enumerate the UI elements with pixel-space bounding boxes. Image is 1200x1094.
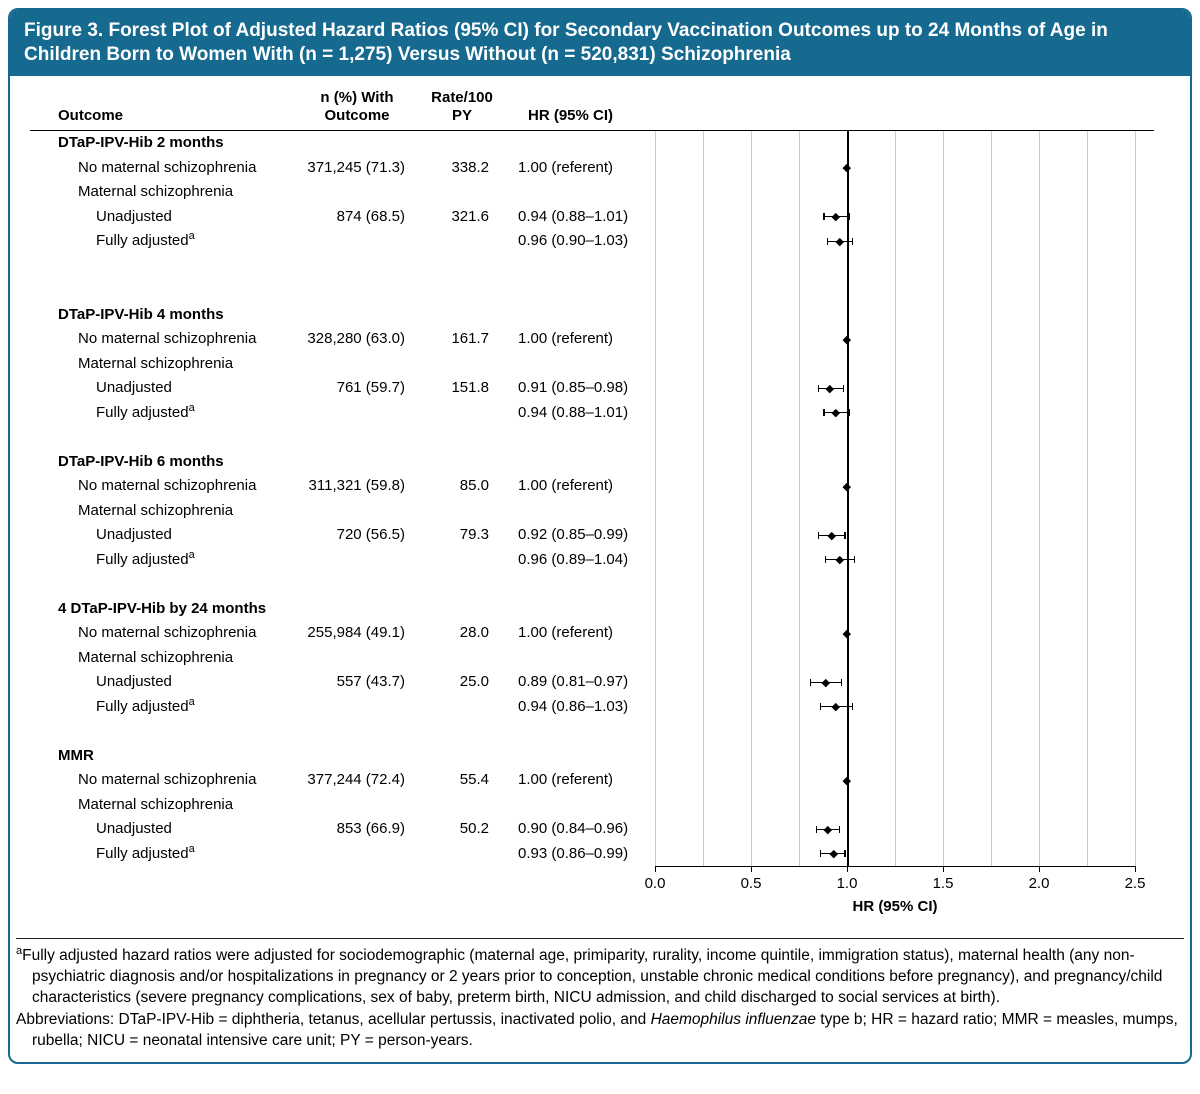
rate-per-100py-value: 85.0: [459, 477, 489, 494]
plot-cell: [10, 376, 1190, 401]
column-header-hr-ci: HR (95% CI): [528, 107, 614, 124]
outcome-label: DTaP-IPV-Hib 4 months: [58, 305, 224, 323]
ci-cap: [816, 826, 817, 833]
plot-cell: [10, 768, 1190, 793]
hr-marker: [832, 213, 840, 221]
ci-cap: [852, 703, 853, 710]
ci-cap: [844, 532, 845, 539]
n-with-outcome-value: 328,280 (63.0): [307, 330, 405, 347]
column-header-rate: Rate/100 PY: [431, 89, 493, 124]
hr-marker: [835, 237, 843, 245]
hr-ci-text: 1.00 (referent): [518, 771, 614, 788]
plot-cell: [10, 817, 1190, 842]
hr-marker: [824, 825, 832, 833]
hr-ci-text: 1.00 (referent): [518, 477, 614, 494]
axis-tick-label: 2.5: [1124, 875, 1146, 892]
plot-cell: [10, 621, 1190, 646]
x-axis-title: HR (95% CI): [852, 898, 938, 915]
n-with-outcome-value: 377,244 (72.4): [307, 771, 405, 788]
outcome-label: DTaP-IPV-Hib 6 months: [58, 452, 224, 470]
forest-row: [10, 523, 1190, 548]
plot-cell: [10, 842, 1190, 867]
outcome-label: DTaP-IPV-Hib 2 months: [58, 134, 224, 151]
figure-title-bar: [10, 10, 1190, 76]
hr-marker: [826, 384, 834, 392]
outcome-label: No maternal schizophrenia: [78, 330, 257, 347]
outcome-label: Unadjusted: [96, 820, 172, 837]
outcome-label: Fully adjusted$^a$: [96, 401, 195, 421]
footnote-abbreviations: Abbreviations: DTaP-IPV-Hib = diphtheria, tetanus, acellular pertussis, inactivated polio, and Haemophilus influenzae type b; HR = hazard ratio; MMR = measles, mumps, rubella; NICU = neonatal intensive care unit; PY = person-years.: [16, 1011, 1178, 1049]
ci-cap: [820, 850, 821, 857]
n-with-outcome-value: 874 (68.5): [336, 207, 405, 225]
axis-tick-label: 0.5: [740, 875, 762, 892]
hr-ci-text: 0.92 (0.85–0.99): [518, 526, 629, 543]
footnotes: [10, 939, 1190, 1062]
axis-baseline: [655, 866, 1135, 867]
rate-per-100py-value: 55.4: [459, 771, 489, 788]
forest-row: [10, 229, 1190, 254]
hr-ci-text: 0.96 (0.90–1.03): [518, 232, 629, 249]
forest-row: [10, 352, 1190, 377]
ci-cap: [820, 703, 821, 710]
outcome-label: No maternal schizophrenia: [78, 477, 257, 494]
outcome-label: Unadjusted: [96, 379, 172, 396]
outcome-label: Fully adjusted$^a$: [96, 230, 195, 249]
outcome-label: 4 DTaP-IPV-Hib by 24 months: [58, 599, 267, 617]
referent-marker: [843, 629, 851, 637]
axis-tick: [1135, 866, 1136, 872]
forest-plot-rows: [10, 131, 1190, 866]
figure-container: [8, 8, 1192, 1064]
ci-cap: [823, 409, 824, 416]
ci-cap: [825, 556, 826, 563]
ci-cap: [839, 826, 840, 833]
ci-cap: [854, 556, 855, 563]
outcome-label: Fully adjusted$^a$: [96, 842, 195, 862]
forest-row: [10, 376, 1190, 401]
forest-row: [10, 401, 1190, 426]
forest-row: [10, 670, 1190, 695]
hr-marker: [832, 409, 840, 417]
hr-ci-text: 0.91 (0.85–0.98): [518, 379, 629, 396]
hr-marker: [830, 850, 838, 858]
hr-marker: [832, 703, 840, 711]
group-header-row: [10, 131, 1190, 156]
column-header-outcome: Outcome: [58, 107, 124, 124]
axis-tick: [1039, 866, 1040, 872]
outcome-label: No maternal schizophrenia: [78, 624, 257, 641]
spacer-row: [10, 278, 1190, 303]
referent-marker: [843, 776, 851, 784]
hr-marker: [835, 556, 843, 564]
spacer-row: [10, 425, 1190, 450]
axis-tick: [751, 866, 752, 872]
forest-row: [10, 695, 1190, 720]
hr-marker: [822, 678, 830, 686]
plot-cell: [10, 205, 1190, 230]
ci-cap: [810, 679, 811, 686]
plot-cell: [10, 401, 1190, 426]
n-with-outcome-value: 761 (59.7): [336, 379, 405, 396]
hr-ci-text: 1.00 (referent): [518, 624, 614, 641]
axis-tick-label: 2.0: [1028, 875, 1050, 892]
forest-row: [10, 842, 1190, 867]
outcome-label: Maternal schizophrenia: [78, 183, 234, 200]
forest-row: [10, 646, 1190, 671]
forest-row: [10, 474, 1190, 499]
figure-title: Figure 3. Forest Plot of Adjusted Hazard Ratios (95% CI) for Secondary Vaccination Outcomes up to 24 Months of Age in Children Born to Women With (n = 1,275) Versus Without (n = 520,831) Schizophrenia: [24, 20, 1108, 65]
plot-cell: [10, 474, 1190, 499]
axis-tick: [655, 866, 656, 872]
ci-cap: [852, 238, 853, 245]
plot-cell: [10, 548, 1190, 573]
ci-cap: [848, 409, 849, 416]
rate-per-100py-value: 25.0: [459, 673, 489, 690]
outcome-label: No maternal schizophrenia: [78, 158, 257, 176]
n-with-outcome-value: 853 (66.9): [336, 820, 405, 837]
ci-cap: [827, 238, 828, 245]
ci-cap: [818, 532, 819, 539]
hr-ci-text: 1.00 (referent): [518, 158, 614, 176]
axis-tick: [847, 866, 848, 872]
plot-cell: [10, 523, 1190, 548]
forest-row: [10, 499, 1190, 524]
forest-row: [10, 817, 1190, 842]
plot-cell: [10, 156, 1190, 181]
axis-tick-label: 1.5: [932, 875, 954, 892]
group-header-row: [10, 744, 1190, 769]
n-with-outcome-value: 557 (43.7): [336, 673, 405, 690]
column-headers: [10, 76, 1190, 130]
outcome-label: Maternal schizophrenia: [78, 795, 234, 813]
group-header-row: [10, 303, 1190, 328]
plot-cell: [10, 695, 1190, 720]
hr-ci-text: 1.00 (referent): [518, 330, 614, 347]
referent-marker: [843, 164, 851, 172]
outcome-label: Fully adjusted$^a$: [96, 548, 195, 568]
referent-marker: [843, 335, 851, 343]
hr-marker: [828, 531, 836, 539]
ci-cap: [841, 679, 842, 686]
hr-ci-text: 0.89 (0.81–0.97): [518, 673, 629, 690]
rate-per-100py-value: 338.2: [451, 158, 489, 176]
outcome-label: MMR: [58, 746, 94, 764]
outcome-label: Fully adjusted$^a$: [96, 695, 195, 715]
outcome-label: Unadjusted: [96, 526, 172, 543]
x-axis: [10, 866, 1190, 924]
footnote-a-marker: a: [16, 944, 23, 957]
spacer-row: [10, 572, 1190, 597]
forest-row: [10, 621, 1190, 646]
forest-row: [10, 180, 1190, 205]
group-header-row: [10, 597, 1190, 622]
rate-per-100py-value: 50.2: [459, 820, 489, 837]
ci-cap: [823, 213, 824, 220]
outcome-label: Maternal schizophrenia: [78, 501, 234, 519]
forest-row: [10, 156, 1190, 181]
plot-cell: [10, 229, 1190, 254]
forest-row: [10, 548, 1190, 573]
hr-ci-text: 0.94 (0.88–1.01): [518, 403, 629, 421]
rate-per-100py-value: 161.7: [451, 330, 489, 347]
plot-cell: [10, 670, 1190, 695]
n-with-outcome-value: 255,984 (49.1): [307, 624, 405, 641]
hr-ci-text: 0.93 (0.86–0.99): [518, 844, 629, 862]
outcome-label: Unadjusted: [96, 207, 172, 225]
group-header-row: [10, 450, 1190, 475]
outcome-label: Unadjusted: [96, 673, 172, 690]
hr-ci-text: 0.94 (0.86–1.03): [518, 697, 629, 715]
column-header-n-with-outcome: n (%) With Outcome: [320, 89, 394, 124]
rate-per-100py-value: 79.3: [459, 526, 489, 543]
ci-cap: [818, 385, 819, 392]
n-with-outcome-value: 720 (56.5): [336, 526, 405, 543]
ci-cap: [848, 213, 849, 220]
hr-ci-text: 0.96 (0.89–1.04): [518, 550, 629, 568]
n-with-outcome-value: 311,321 (59.8): [308, 477, 405, 494]
forest-row: [10, 793, 1190, 818]
rate-per-100py-value: 321.6: [451, 207, 489, 225]
hr-ci-text: 0.90 (0.84–0.96): [518, 820, 629, 837]
axis-tick: [943, 866, 944, 872]
spacer-row: [10, 719, 1190, 744]
forest-row: [10, 205, 1190, 230]
plot-cell: [10, 327, 1190, 352]
referent-marker: [843, 482, 851, 490]
outcome-label: Maternal schizophrenia: [78, 354, 234, 372]
footnote-a: $^a$Fully adjusted hazard ratios were adjusted for sociodemographic (maternal age, primiparity, rurality, income quintile, immigration status), maternal health (any non-psychiatric diagnosis and/or hospitalizations in pregnancy or 2 years prior to conception, unstable chronic medical conditions before pregnancy), and pregnancy/child characteristics (severe pregnancy complications, sex of baby, preterm birth, NICU admission, and child discharged to social services at birth).: [16, 944, 1163, 1006]
outcome-label: No maternal schizophrenia: [78, 771, 257, 788]
rate-per-100py-value: 151.8: [451, 379, 489, 396]
axis-tick-label: 1.0: [836, 875, 858, 892]
axis-tick-label: 0.0: [644, 875, 666, 892]
n-with-outcome-value: 371,245 (71.3): [307, 158, 405, 176]
forest-row: [10, 327, 1190, 352]
ci-cap: [843, 385, 844, 392]
hr-ci-text: 0.94 (0.88–1.01): [518, 207, 629, 225]
forest-row: [10, 768, 1190, 793]
spacer-row: [10, 254, 1190, 279]
rate-per-100py-value: 28.0: [459, 624, 489, 641]
ci-cap: [844, 850, 845, 857]
outcome-label: Maternal schizophrenia: [78, 648, 234, 666]
